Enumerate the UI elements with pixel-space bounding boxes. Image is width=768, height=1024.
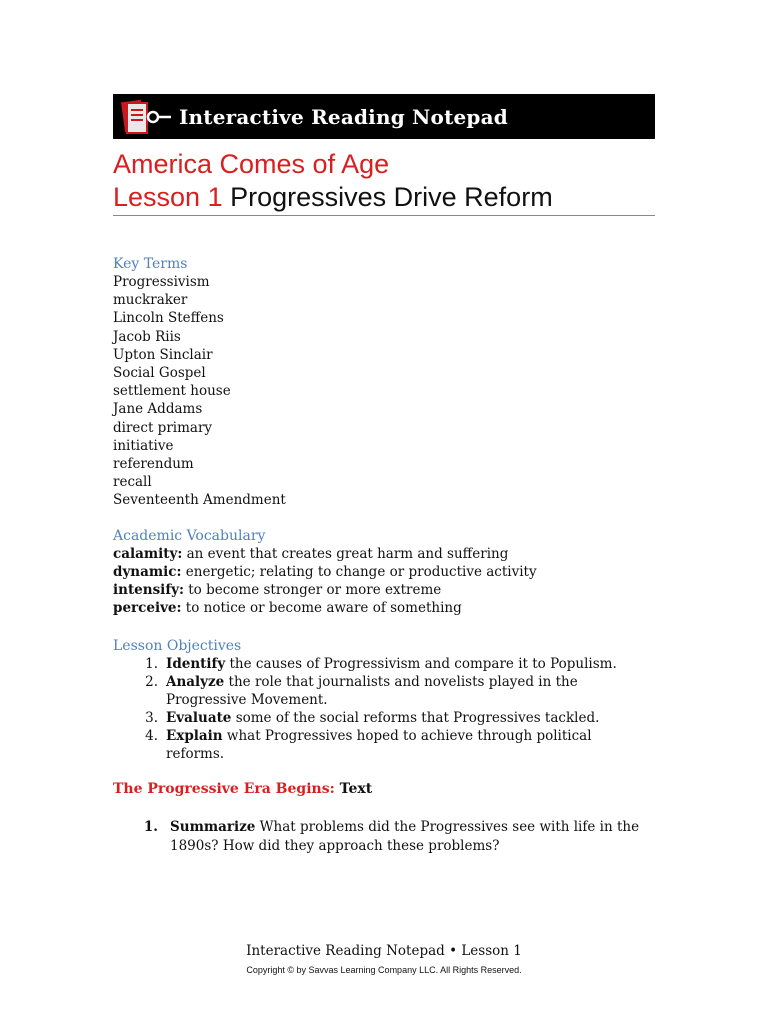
objective-number: 3.	[145, 710, 158, 726]
objective-text: the role that journalists and novelists played in the Progressive Movement.	[166, 674, 578, 708]
vocabulary-definition: an event that creates great harm and suffering	[182, 546, 509, 562]
unit-title: America Comes of Age	[113, 149, 390, 179]
question-text: What problems did the Progressives see with life in the 1890s? How did they approach these problems?	[170, 819, 640, 854]
key-term: Social Gospel	[113, 365, 206, 382]
key-term: direct primary	[113, 419, 213, 436]
vocabulary-definition: to become stronger or more extreme	[183, 582, 442, 598]
vocabulary-heading: Academic Vocabulary	[113, 528, 266, 544]
footer-title: Interactive Reading Notepad • Lesson 1	[246, 943, 522, 959]
vocabulary-term: dynamic:	[113, 564, 182, 580]
objective-number: 4.	[145, 728, 158, 744]
question-number: 1.	[143, 819, 158, 835]
vocabulary-term: intensify:	[113, 582, 184, 598]
objective-item	[113, 709, 653, 727]
objective-verb: Evaluate	[166, 710, 232, 726]
objectives-heading: Lesson Objectives	[113, 638, 242, 654]
question-item	[113, 818, 653, 856]
section-title-black: Text	[334, 781, 373, 797]
objective-text: the causes of Progressivism and compare it to Populism.	[225, 656, 617, 672]
objective-verb: Explain	[166, 728, 223, 744]
question-verb: Summarize	[170, 819, 256, 835]
objectives-list	[113, 655, 653, 763]
key-term: Upton Sinclair	[113, 346, 213, 363]
key-term: Jane Addams	[113, 401, 203, 418]
lesson-label: Lesson 1	[113, 182, 223, 212]
vocabulary-item	[113, 563, 537, 581]
objective-verb: Analyze	[166, 674, 225, 690]
objective-item	[113, 673, 653, 709]
key-term: initiative	[113, 437, 174, 454]
lesson-title	[113, 180, 655, 216]
section-title	[113, 781, 372, 797]
objective-text: some of the social reforms that Progressives tackled.	[231, 710, 600, 726]
objective-item	[113, 655, 653, 673]
key-term: recall	[113, 474, 152, 491]
objective-item	[113, 727, 653, 763]
lesson-name: Progressives Drive Reform	[230, 182, 553, 212]
key-term: Seventeenth Amendment	[113, 492, 286, 509]
key-term: referendum	[113, 456, 194, 473]
section-title-red: The Progressive Era Begins:	[113, 781, 335, 797]
vocabulary-term: calamity:	[113, 546, 183, 562]
key-term: Lincoln Steffens	[113, 310, 224, 327]
key-terms-list	[113, 273, 286, 510]
vocabulary-definition: to notice or become aware of something	[181, 600, 462, 616]
vocabulary-definition: energetic; relating to change or productive activity	[181, 564, 537, 580]
objective-text: what Progressives hoped to achieve through political reforms.	[166, 728, 592, 762]
banner-title: Interactive Reading Notepad	[179, 104, 508, 129]
key-term: settlement house	[113, 383, 231, 400]
vocabulary-item	[113, 545, 537, 563]
footer-copyright: Copyright © by Savvas Learning Company LLC. All Rights Reserved.	[246, 965, 522, 975]
key-term: Jacob Riis	[113, 328, 181, 345]
vocabulary-item	[113, 599, 537, 617]
title-area	[113, 148, 655, 216]
key-term: Progressivism	[113, 274, 210, 290]
objective-number: 2.	[145, 674, 158, 690]
banner	[113, 94, 655, 139]
key-notepad-icon	[113, 94, 171, 139]
objective-verb: Identify	[166, 656, 226, 672]
key-terms-heading: Key Terms	[113, 256, 188, 272]
key-term: muckraker	[113, 292, 188, 309]
vocabulary-item	[113, 581, 537, 599]
objective-number: 1.	[145, 656, 158, 672]
vocabulary-list	[113, 545, 537, 617]
vocabulary-term: perceive:	[113, 600, 182, 616]
